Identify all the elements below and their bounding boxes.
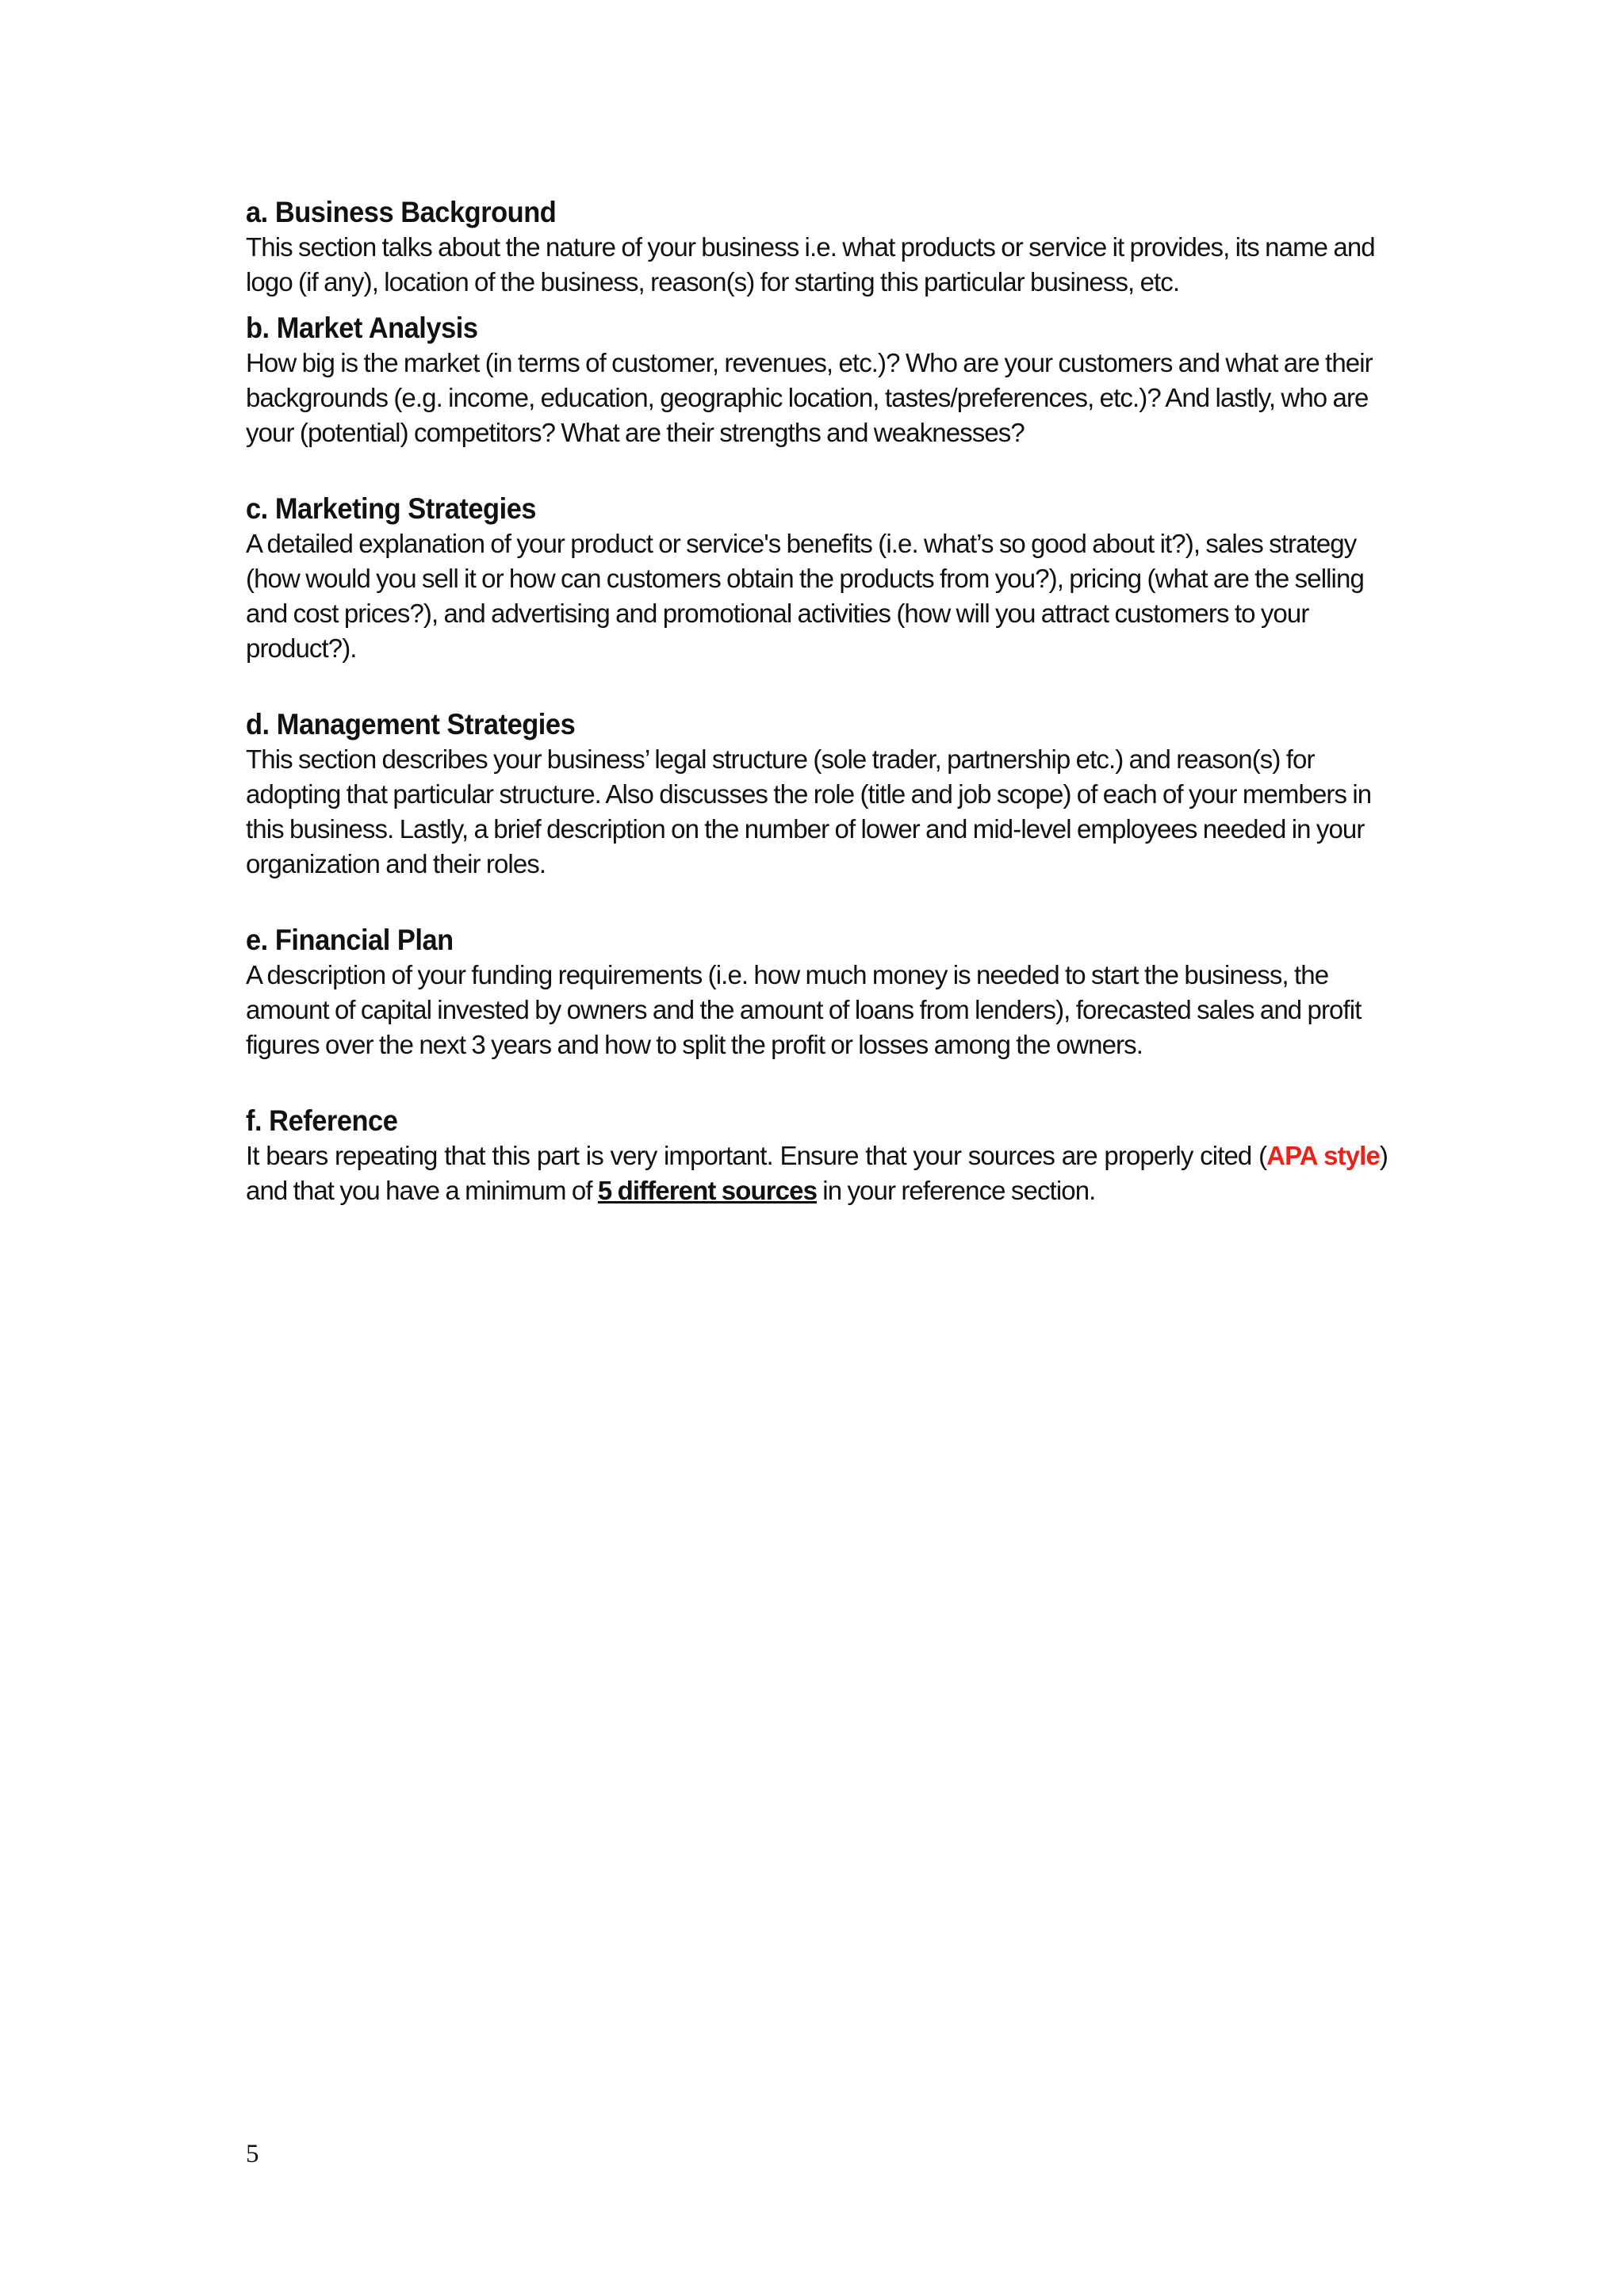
reference-text-part2: ) and that you have a minimum of <box>246 1141 1388 1205</box>
section-heading: b. Market Analysis <box>246 312 478 344</box>
reference-text-part3: in your reference section. <box>817 1176 1096 1205</box>
section-market-analysis <box>246 311 1388 450</box>
section-financial-plan <box>246 923 1388 1062</box>
section-body: How big is the market (in terms of customer, revenues, etc.)? Who are your customers and what are their backgrounds (e.g. income, education, geographic location, tastes/preferences, etc.)? And lastly, who are your (potential) competitors? What are their strengths and weaknesses? <box>246 348 1373 447</box>
section-management-strategies <box>246 707 1388 882</box>
section-reference <box>246 1104 1388 1208</box>
section-body: A description of your funding requirements (i.e. how much money is needed to start the business, the amount of capital invested by owners and the amount of loans from lenders), forecasted sales and profit figures over the next 3 years and how to split the profit or losses among the owners. <box>246 960 1362 1059</box>
section-body: This section describes your business’ legal structure (sole trader, partnership etc.) and reason(s) for adopting that particular structure. Also discusses the role (title and job scope) of each of your members in this business. Lastly, a brief description on the number of lower and mid-level employees needed in your organization and their roles. <box>246 744 1372 878</box>
section-body: A detailed explanation of your product or service's benefits (i.e. what’s so good about it?), sales strategy (how would you sell it or how can customers obtain the products from you?), pricing (what are the selling and cost prices?), and advertising and promotional activities (how will you attract customers to your product?). <box>246 529 1364 663</box>
section-body <box>246 1138 1388 1208</box>
section-heading: a. Business Background <box>246 196 557 228</box>
page-number: 5 <box>246 2140 259 2168</box>
section-heading: f. Reference <box>246 1104 398 1137</box>
section-business-background <box>246 195 1388 300</box>
reference-text-part1: It bears repeating that this part is very important. Ensure that your sources are properly cited ( <box>246 1141 1267 1170</box>
page-content <box>246 195 1388 1208</box>
section-body: This section talks about the nature of your business i.e. what products or service it provides, its name and logo (if any), location of the business, reason(s) for starting this particular business, etc. <box>246 232 1375 297</box>
section-heading: c. Marketing Strategies <box>246 492 537 525</box>
minimum-sources-emphasis: 5 different sources <box>597 1176 818 1205</box>
apa-style-highlight: APA style <box>1266 1141 1380 1170</box>
section-heading: e. Financial Plan <box>246 924 454 956</box>
section-heading: d. Management Strategies <box>246 708 576 740</box>
section-marketing-strategies <box>246 492 1388 666</box>
